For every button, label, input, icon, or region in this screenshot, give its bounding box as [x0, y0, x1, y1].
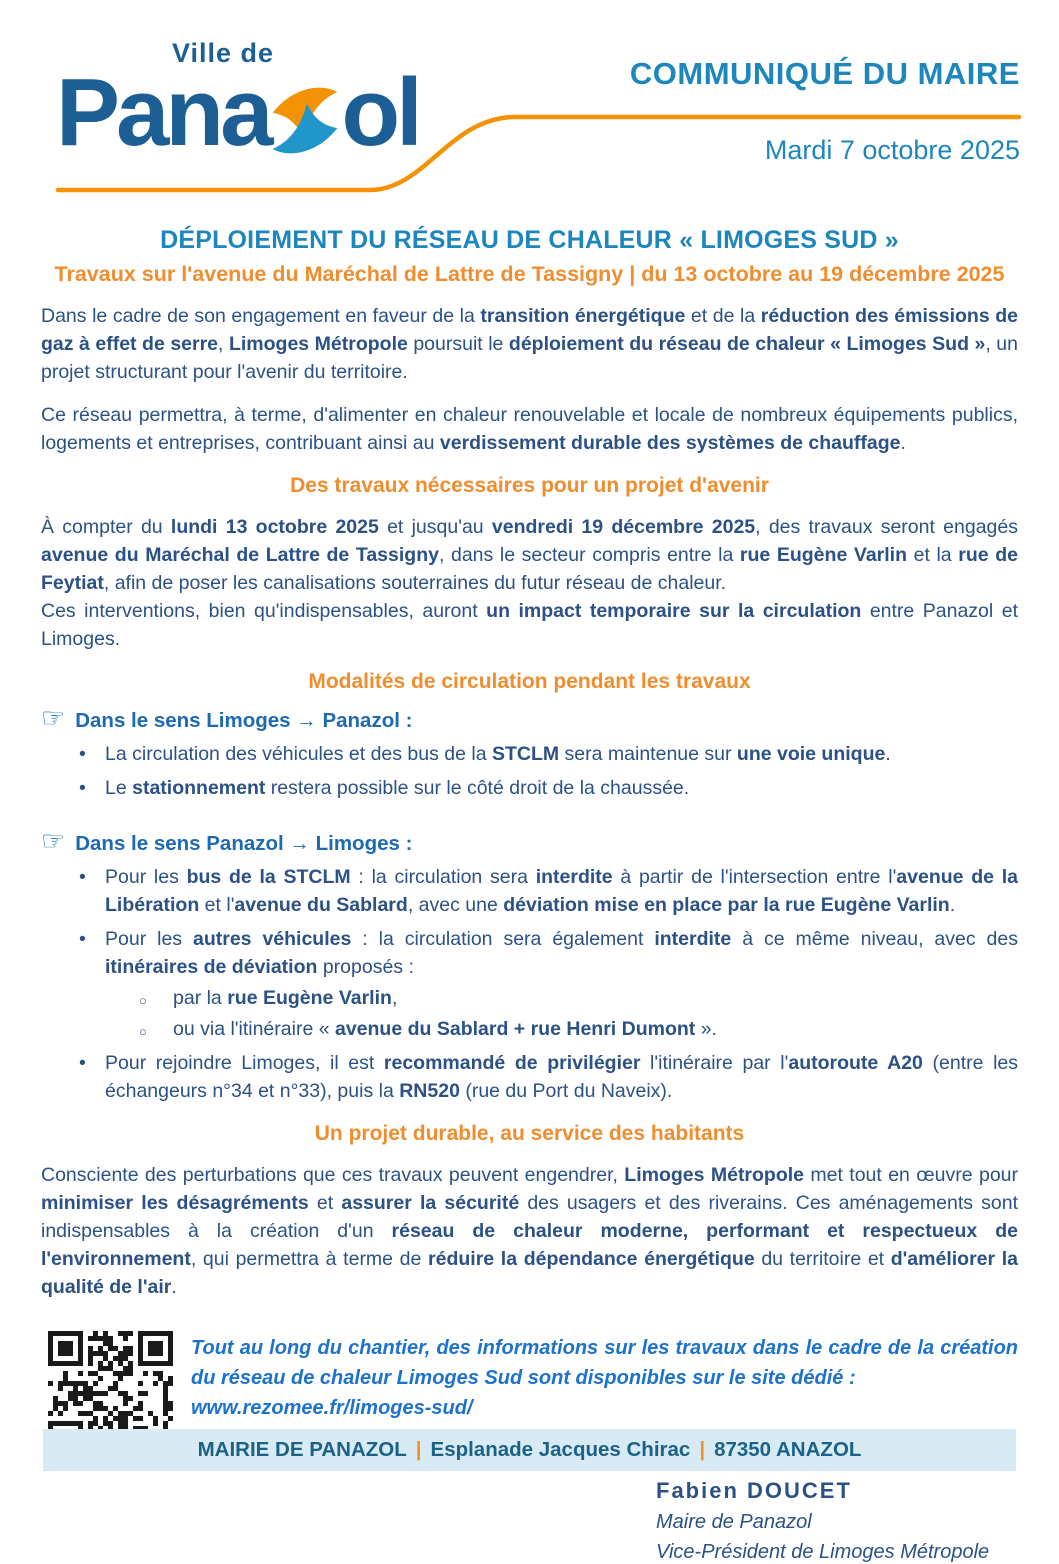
- signature-role-mayor: Maire de Panazol: [656, 1511, 812, 1533]
- direction-heading-label: Dans le sens Limoges → Panazol :: [75, 708, 413, 732]
- deviation-sublist: [105, 984, 1018, 1043]
- footer-separator: |: [415, 1438, 422, 1461]
- list-item-text: Pour rejoindre Limoges, il est recommandé de privilégier l'itinéraire par l'autoroute A20 (entre les échangeurs n°34 et n°33), puis la RN520 (rue du Port du Naveix).: [105, 1052, 1018, 1102]
- pointing-hand-icon: ☞: [41, 826, 66, 856]
- direction-list: [41, 863, 1018, 1105]
- sublist-item: [105, 1015, 1018, 1043]
- section-heading-modalites: Modalités de circulation pendant les travaux: [308, 670, 751, 693]
- footer-separator: |: [699, 1438, 706, 1461]
- list-item: [41, 774, 1018, 802]
- panazol-logo: [56, 26, 456, 186]
- list-item: [41, 925, 1018, 1043]
- site-info-text: Tout au long du chantier, des informations sur les travaux dans le cadre de la création du réseau de chaleur Limoges Sud sont disponibles sur le site dédié :: [191, 1337, 1018, 1389]
- footer-address: Esplanade Jacques Chirac: [430, 1438, 691, 1461]
- footer-banner: [43, 1429, 1016, 1471]
- direction-panazol-limoges: [41, 826, 1018, 1105]
- direction-heading: [41, 826, 1018, 857]
- doc-subtitle: Travaux sur l'avenue du Maréchal de Lattre de Tassigny | du 13 octobre au 19 décembre 2025: [54, 262, 1005, 286]
- direction-limoges-panazol: [41, 703, 1018, 802]
- works-schedule-paragraph: À compter du lundi 13 octobre 2025 et jusqu'au vendredi 19 décembre 2025, des travaux seront engagés avenue du Maréchal de Lattre de Tassigny, dans le secteur compris entre la rue Eugène Varlin et la rue de Feytiat, afin de poser les canalisations souterraines du futur réseau de chaleur.: [41, 516, 1018, 594]
- traffic-impact-paragraph: Ces interventions, bien qu'indispensables, auront un impact temporaire sur la circulation entre Panazol et Limoges.: [41, 600, 1019, 650]
- logo-text-end: ol: [341, 59, 419, 166]
- intro-paragraph-1: Dans le cadre de son engagement en faveur de la transition énergétique et de la réduction des émissions de gaz à effet de serre, Limoges Métropole poursuit le déploiement du réseau de chaleur « Limoges Sud », un projet structurant pour l'avenir du territoire.: [41, 305, 1019, 383]
- list-item: [41, 1049, 1018, 1105]
- logo-text-start: Pana: [56, 59, 270, 166]
- signature-role-vp: Vice-Président de Limoges Métropole: [656, 1541, 990, 1563]
- signature-block: [656, 1478, 1018, 1564]
- direction-list: [41, 740, 1018, 802]
- sublist-item-text: ou via l'itinéraire « avenue du Sablard + rue Henri Dumont ».: [173, 1018, 717, 1040]
- list-item-text: Pour les bus de la STCLM : la circulation sera interdite à partir de l'intersection entre l'avenue de la Libération et l'avenue du Sablard, avec une déviation mise en place par la rue Eugène Varlin.: [105, 866, 1018, 916]
- document-body: [0, 226, 1059, 1564]
- signature-name: Fabien DOUCET: [656, 1478, 852, 1503]
- section-heading-travaux: Des travaux nécessaires pour un projet d'avenir: [290, 474, 769, 497]
- footer-city: 87350 ANAZOL: [714, 1438, 862, 1461]
- logo-z-swoosh-icon: [267, 80, 343, 180]
- direction-heading-label: Dans le sens Panazol → Limoges :: [75, 831, 413, 855]
- list-item: [41, 863, 1018, 919]
- sublist-item: [105, 984, 1018, 1012]
- page-header: [0, 0, 1059, 206]
- masthead-date: Mardi 7 octobre 2025: [764, 135, 1020, 165]
- logo-wordmark: [56, 60, 419, 166]
- footer-mairie: MAIRIE DE PANAZOL: [197, 1438, 407, 1461]
- masthead-title: COMMUNIQUÉ DU MAIRE: [629, 56, 1020, 91]
- direction-heading: [41, 703, 1018, 734]
- logo-tagline: Ville de: [172, 38, 275, 68]
- list-item: [41, 740, 1018, 768]
- doc-title: DÉPLOIEMENT DU RÉSEAU DE CHALEUR « LIMOGES SUD »: [160, 226, 899, 254]
- site-url-link[interactable]: www.rezomee.fr/limoges-sud/: [191, 1397, 473, 1419]
- list-item-text: La circulation des véhicules et des bus de la STCLM sera maintenue sur une voie unique.: [105, 743, 891, 765]
- list-item-text: Le stationnement restera possible sur le côté droit de la chaussée.: [105, 777, 690, 799]
- pointing-hand-icon: ☞: [41, 703, 66, 733]
- intro-paragraph-2: Ce réseau permettra, à terme, d'alimenter en chaleur renouvelable et locale de nombreux équipements publics, logements et entreprises, contribuant ainsi au verdissement durable des systèmes de chauffage.: [41, 404, 1018, 454]
- section-heading-projet-durable: Un projet durable, au service des habitants: [314, 1122, 745, 1145]
- closing-paragraph: Consciente des perturbations que ces travaux peuvent engendrer, Limoges Métropole met tout en œuvre pour minimiser les désagréments et assurer la sécurité des usagers et des riverains. Ces aménagements sont indispensables à la création d'un réseau de chaleur moderne, performant et respectueux de l'environnement, qui permettra à terme de réduire la dépendance énergétique du territoire et d'améliorer la qualité de l'air.: [41, 1164, 1019, 1298]
- list-item-text: Pour les autres véhicules : la circulation sera également interdite à ce même niveau, avec des itinéraires de déviation proposés :: [105, 928, 1018, 978]
- sublist-item-text: par la rue Eugène Varlin,: [173, 987, 398, 1009]
